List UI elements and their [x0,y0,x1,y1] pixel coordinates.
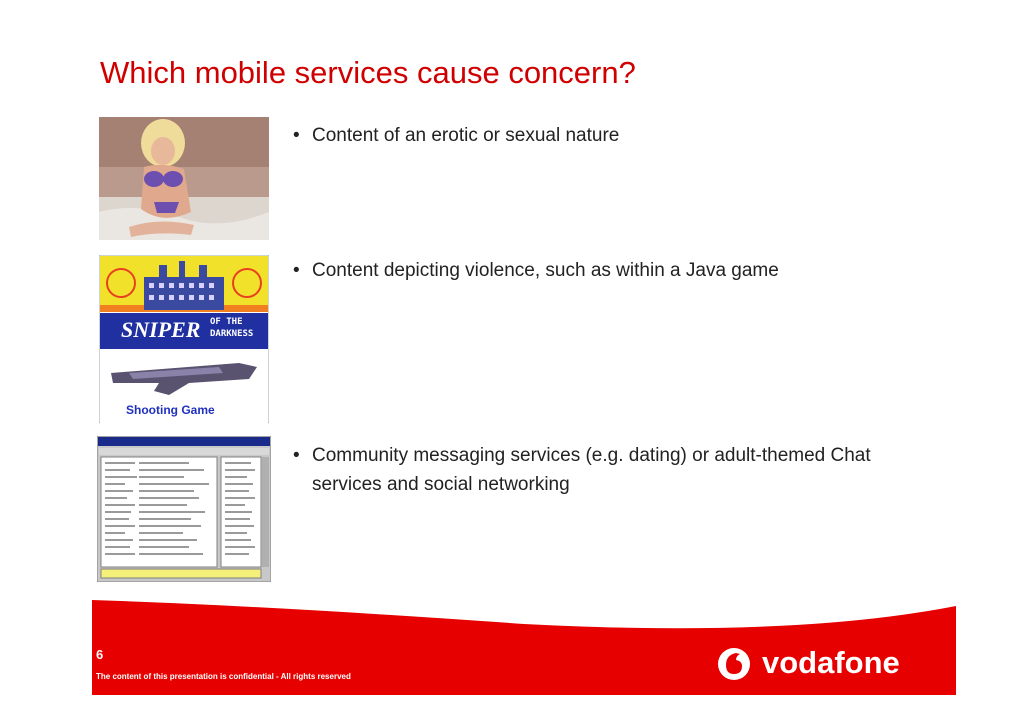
erotic-content-photo [99,117,269,240]
sniper-game-image [99,255,269,423]
bullet-text: Content depicting violence, such as within a Java game [312,260,779,281]
game-title-small-2: DARKNESS [210,329,254,339]
bullet-marker: • [293,260,300,281]
slide-title: Which mobile services cause concern? [100,55,636,90]
vodafone-logo [716,647,936,681]
game-title-small-1: OF THE [210,317,243,327]
page-number: 6 [96,647,104,662]
bullet-marker: • [293,125,300,146]
game-title-main: SNIPER [121,317,201,342]
bullet-text: Content of an erotic or sexual nature [312,125,620,146]
game-caption: Shooting Game [126,403,215,417]
speechmark-icon [716,647,756,681]
bullet-community-messaging [293,441,913,499]
chat-window-screenshot [97,436,271,582]
bullet-violent-content [293,256,933,285]
bullet-marker: • [293,445,300,466]
bullet-text: Community messaging services (e.g. dating) or adult-themed Chat services and social networking [312,445,871,495]
bullet-erotic-content [293,121,933,150]
confidential-notice: The content of this presentation is confidential - All rights reserved [96,672,351,681]
brand-name: vodafone [762,645,900,680]
